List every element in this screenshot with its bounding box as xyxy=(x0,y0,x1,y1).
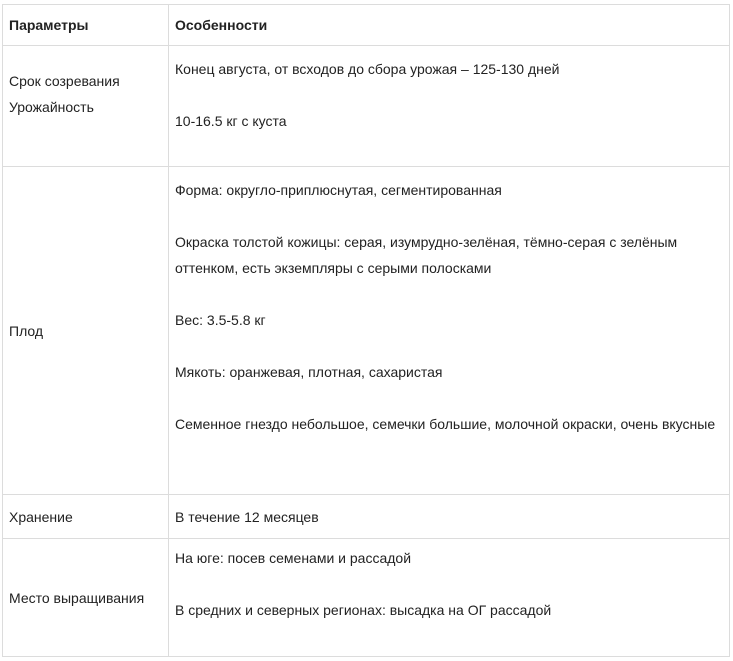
feature-text: Окраска толстой кожицы: серая, изумрудно-зелёная, тёмно-серая с зелёным оттенком, есть экземпляры с серыми полосками xyxy=(175,234,678,276)
row-label: Срок созревания xyxy=(9,73,120,89)
feature-text: Мякоть: оранжевая, плотная, сахаристая xyxy=(175,364,443,380)
row-label-cell xyxy=(3,495,169,539)
row-label: Хранение xyxy=(9,508,73,525)
row-label: Место выращивания xyxy=(9,589,145,606)
feature-text: В течение 12 месяцев xyxy=(175,508,319,525)
row-label: Урожайность xyxy=(9,99,94,115)
table-row-fruit xyxy=(3,167,730,495)
header-features: Особенности xyxy=(169,5,730,46)
row-label-cell xyxy=(3,167,169,495)
table-header-row xyxy=(3,5,730,46)
feature-text: Конец августа, от всходов до сбора урожая – 125-130 дней xyxy=(175,61,560,77)
table-row-growing-place xyxy=(3,539,730,657)
row-label-cell xyxy=(3,46,169,167)
feature-text: В средних и северных регионах: высадка на ОГ рассадой xyxy=(175,602,552,618)
row-features-cell xyxy=(169,46,730,167)
parameters-table xyxy=(2,4,730,657)
row-features-cell xyxy=(169,167,730,495)
row-label-cell xyxy=(3,539,169,657)
header-parameters: Параметры xyxy=(3,5,169,46)
row-features-cell xyxy=(169,539,730,657)
feature-text: Вес: 3.5-5.8 кг xyxy=(175,312,266,328)
feature-text: На юге: посев семенами и рассадой xyxy=(175,550,412,566)
feature-text: Семенное гнездо небольшое, семечки большие, молочной окраски, очень вкусные xyxy=(175,416,716,432)
table-row-storage xyxy=(3,495,730,539)
table-row-ripening xyxy=(3,46,730,167)
feature-text: Форма: округло-приплюснутая, сегментированная xyxy=(175,182,502,198)
row-label: Плод xyxy=(9,322,44,339)
feature-text: 10-16.5 кг с куста xyxy=(175,113,287,129)
row-features-cell xyxy=(169,495,730,539)
